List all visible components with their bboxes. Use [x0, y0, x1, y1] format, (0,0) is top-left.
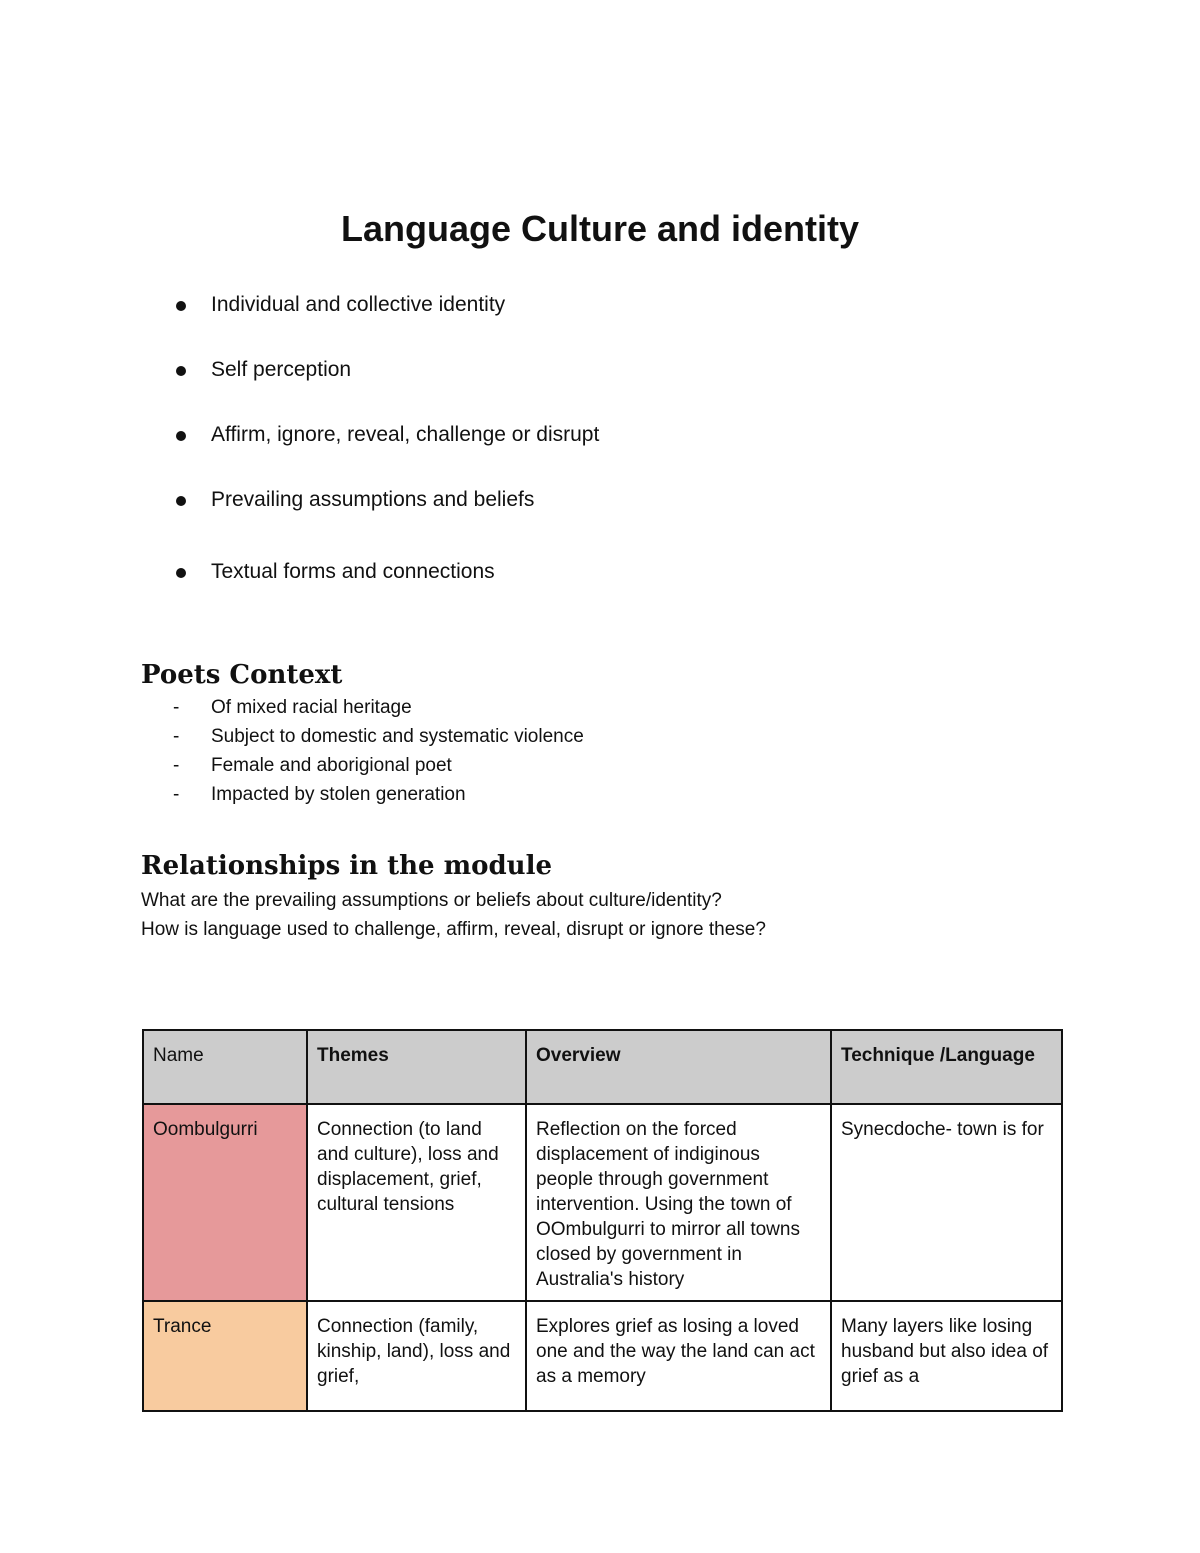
page-title: Language Culture and identity: [340, 208, 860, 249]
bullet-dot-icon: [176, 496, 186, 506]
technique-cell: Synecdoche- town is for: [831, 1104, 1062, 1301]
poets-context-text: Of mixed racial heritage: [211, 697, 412, 718]
table-row: [143, 1301, 1062, 1411]
poets-context-text: Subject to domestic and systematic violence: [211, 726, 584, 747]
poets-context-heading: Poets Context: [141, 660, 343, 690]
table-row: [143, 1104, 1062, 1301]
poets-context-text: Female and aborigional poet: [211, 755, 452, 776]
topic-bullet-text: Self perception: [211, 358, 352, 381]
relationships-heading: Relationships in the module: [141, 851, 552, 881]
poem-name-cell: Oombulgurri: [143, 1104, 307, 1301]
bullet-dot-icon: [176, 431, 186, 441]
header-overview: Overview: [526, 1030, 831, 1104]
themes-cell: Connection (to land and culture), loss and displacement, grief, cultural tensions: [307, 1104, 526, 1301]
header-name: Name: [143, 1030, 307, 1104]
themes-cell: Connection (family, kinship, land), loss and grief,: [307, 1301, 526, 1411]
poem-name-cell: Trance: [143, 1301, 307, 1411]
module-table: [142, 1029, 1063, 1412]
topic-bullet-text: Textual forms and connections: [211, 560, 495, 583]
table-header-row: [143, 1030, 1062, 1104]
bullet-dot-icon: [176, 301, 186, 311]
bullet-dot-icon: [176, 366, 186, 376]
poets-context-text: Impacted by stolen generation: [211, 784, 466, 805]
topic-bullet-text: Prevailing assumptions and beliefs: [211, 488, 535, 511]
dash-marker: -: [173, 784, 180, 805]
overview-cell: Reflection on the forced displacement of indiginous people through government intervention. Using the town of OOmbulgurri to mirror all towns closed by government in Australia's history: [526, 1104, 831, 1301]
header-technique: Technique /Language: [831, 1030, 1062, 1104]
dash-marker: -: [173, 697, 180, 718]
bullet-dot-icon: [176, 568, 186, 578]
topic-bullet-text: Affirm, ignore, reveal, challenge or disrupt: [211, 423, 600, 446]
dash-marker: -: [173, 726, 180, 747]
dash-marker: -: [173, 755, 180, 776]
overview-cell: Explores grief as losing a loved one and the way the land can act as a memory: [526, 1301, 831, 1411]
topic-bullet-text: Individual and collective identity: [211, 293, 506, 316]
relationships-question: What are the prevailing assumptions or beliefs about culture/identity?: [141, 890, 722, 911]
technique-cell: Many layers like losing husband but also idea of grief as a: [831, 1301, 1062, 1411]
header-themes: Themes: [307, 1030, 526, 1104]
relationships-question: How is language used to challenge, affirm, reveal, disrupt or ignore these?: [141, 919, 766, 940]
